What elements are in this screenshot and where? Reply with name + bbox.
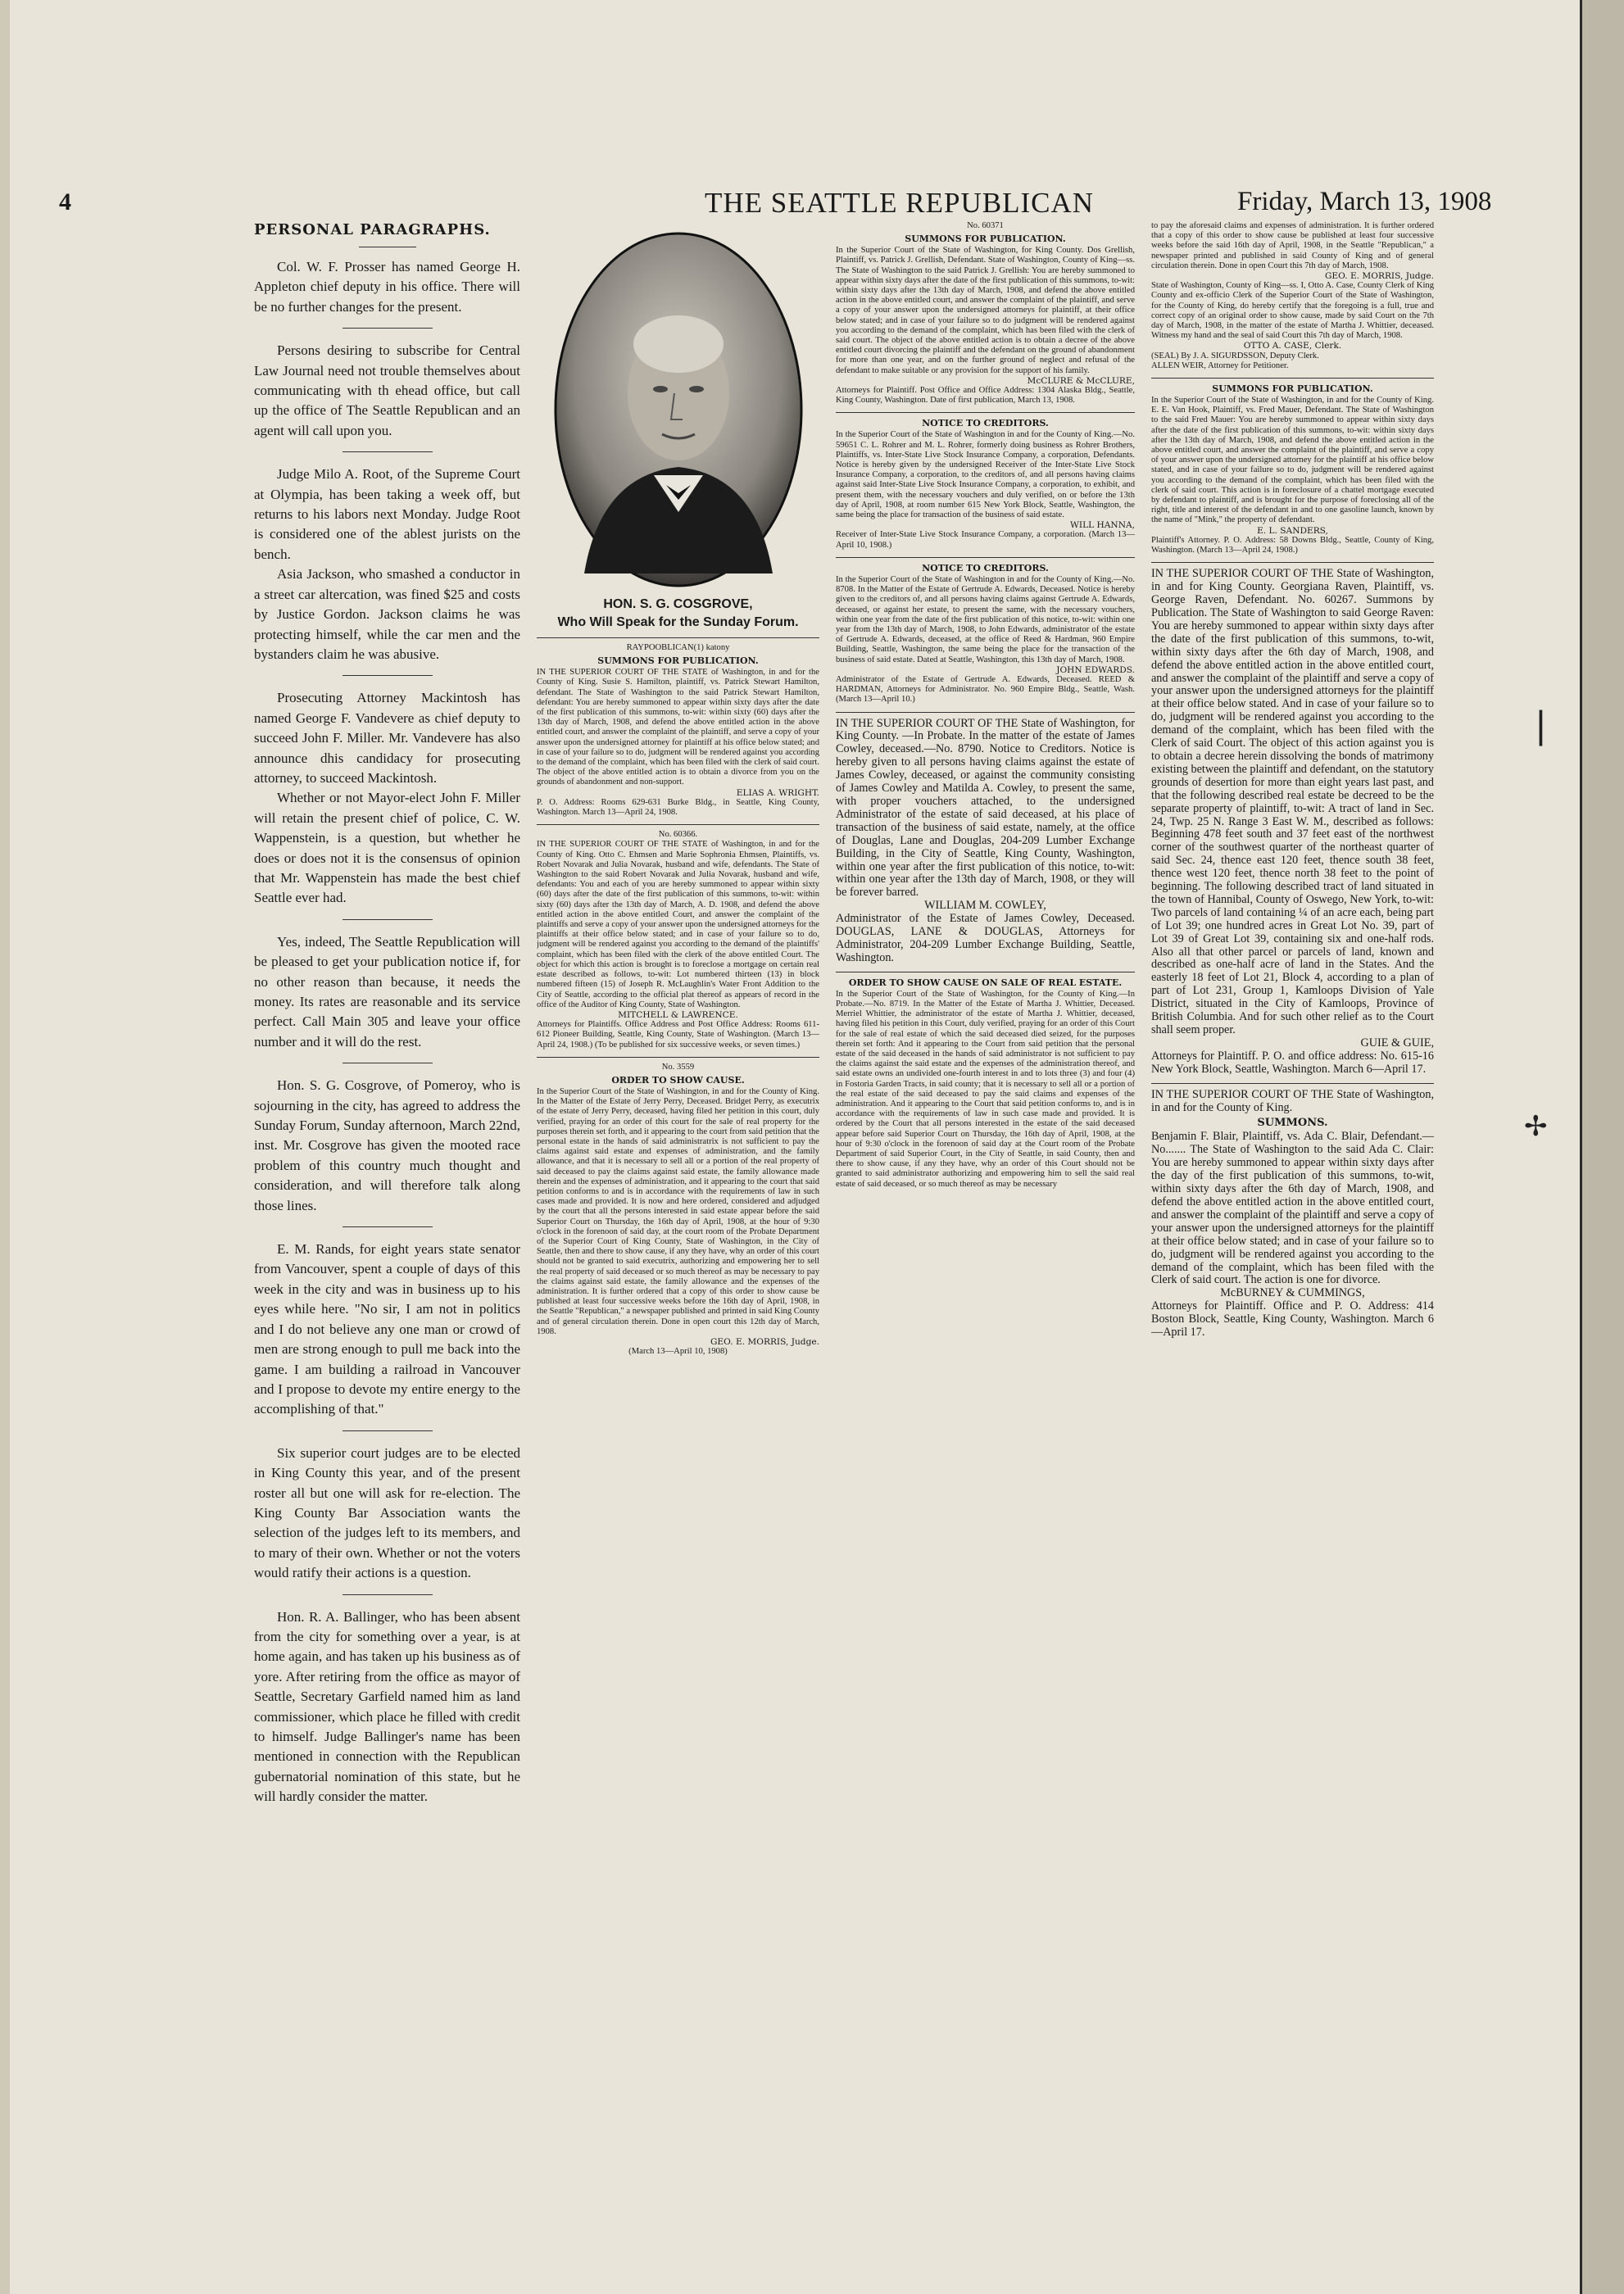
- notice-signature: E. L. SANDERS,: [1257, 525, 1328, 536]
- notice-ref: RAYPOOBLICAN(1) katony: [626, 643, 730, 652]
- divider: [342, 451, 433, 452]
- notice-clerk: OTTO A. CASE, Clerk.: [1243, 341, 1342, 351]
- notice-body: IN THE SUPERIOR COURT OF THE State of Washington, for King County. —In Probate. In the matter of the estate of James Cowley, deceased.—No. 8790. Notice to Creditors. Notice is hereby given to all persons having claims against the estate of James Cowley, deceased, or against the community consisting of James Cowley and Matilda A. Cowley, to present the same, with proper vouchers attached, to the undersigned Administrator of the estate of said deceased, at his place of transaction of the business of said estate, namely, at the office of Douglas, Lane and Douglas, 204-209 Lumber Exchange Building, in the City of Seattle, King County, Washington, within one year after the first publication of this notice, to-wit: within one year after the 13th day of March, 1908, or they will be forever barred.: [836, 716, 1135, 900]
- notice-body: IN THE SUPERIOR COURT OF THE STATE of Washington, in and for the County of King. Susie S. Hamilton, plaintiff, vs. Patrick Stewart Hamilton, defendant. The State of Washington to the said Patrick Stewart Hamilton, defendant: You are hereby summoned to appear within sixty days after the date of the first publication of this summons, to-wit: within sixty (60) days after the 13th day of March, 1908, and defend the above entitled action in the above entitled court, and answer the complaint of the plaintiff, and serve a copy of your answer upon the undersigned attorney for plaintiff at his office below stated; and in case of your failure so to do, judgment will be rendered against you according to the demand of the complaint, which has been filed with the clerk of said court. The object of the above entitled action is to obtain a divorce from you on the grounds of abandonment and non-support.: [537, 668, 819, 787]
- divider: [1151, 562, 1434, 563]
- notice-body: In the Superior Court of the State of Washington, for the County of King.—In Probate.—No. 8719. In the Matter of the Estate of Martha J. Whittier, Deceased. Merriel Whittier, the administrator of the estate of Martha J. Whittier, deceased, having filed his petition in this Court, duly verified, praying for an order of this Court for the sale of real estate of which the said deceased died seized, for the purposes therein set forth: And it appearing to the Court from said petition that the personal estate of the said deceased in the hands of said administrator is not sufficient to pay the claims against the said estate and the expenses of the administration thereof, and said estate owns an undivided one-fourth interest in and to lots three (3) and four (4) in Fostoria Garden Tracts, in said county; that it is necessary to sell all or a portion of the real estate of the said deceased to pay the said claims and expenses of the administration. And it appearing to the Court that said petition conforms to, and is in accordance with the requirements of law in such case made and provided. It is ordered by the Court that all persons interested in the estate of the said deceased appear before said Superior Court on Thursday, the 16th day of April, 1908, at the hour of 9:30 o'clock in the forenoon of said day at the Court room of the Probate Department of said Superior Court, in the City of Seattle, in said County, then and there to show cause, if any they have, why an order of this Court should not be granted to said administrator authorizing and empowering him to sell the said real estate of said deceased, or so much thereof as may be necessary: [836, 989, 1135, 1189]
- divider: [342, 675, 433, 676]
- notice-heading: SUMMONS FOR PUBLICATION.: [597, 655, 759, 667]
- divider: [342, 1594, 433, 1595]
- paragraph: Hon. R. A. Ballinger, who has been absent from the city for something over a year, is at home again, and has taken up his business as of yore. After retiring from the office as mayor of Seattle, Secretary Garfield named him as land commissioner, which place he filled with credit to himself. Judge Ballinger's name has been mentioned in connection with the Republican gubernatorial nomination of this state, but he will hardly consider the matter.: [254, 1608, 520, 1805]
- notice-seal: (SEAL) By J. A. SIGURDSSON, Deputy Clerk.: [1151, 351, 1319, 360]
- notice-body: IN THE SUPERIOR COURT OF THE STATE of Washington, in and for the County of King. Otto C. Ehmsen and Marie Sophronia Ehmsen, Plaintiffs, vs. Robert Novarak and Julia Novarak, husband and wife, defendants. The State of Washington to the said Robert Novarak and Julia Novarak, husband and wife, defendants: You and each of you are hereby summoned to appear within sixty (60) days after the date of the first publication of this summons, to-wit: within sixty (60) days after the 13th day of March, A. D. 1908, and defend the above entitled action in the above entitled Court, and answer the complaint of the plaintiffs and serve a copy of your answer upon the undersigned attorneys for the plaintiffs at their office below stated; and in case of your failure so to do, judgment will be rendered against you according to the demand of the plaintiffs' complaint, which has been filed with the clerk of the above entitled Court. The object for which this action is brought is to foreclose a mortgage on certain real estate described as follows, to-wit: Lot numbered thirteen (13) in block numbered fifteen (15) of Joseph R. McLaughlin's Water Front Addition to the City of Seattle, according to the official plat thereof as appears of record in the office of the Auditor of King County, State of Washington.: [537, 840, 819, 1009]
- notice-body: Benjamin F. Blair, Plaintiff, vs. Ada C. Blair, Defendant.—No....... The State of Washington to the said Ada C. Clair: You are hereby summoned to appear within sixty days after the day of the first publication of this summons, to-wit, within sixty days after the 6th day of March, 1908, and defend the above entitled action in the above entitled court, and answer the complaint of the plaintiff and serve a copy of your answer upon the undersigned attorneys for the plaintiff at their office below stated; and in case of your failure so to do, judgment will be rendered against you according to the demand of the complaint, which has been filed with the Clerk of said court. The action is one for divorce.: [1151, 1130, 1434, 1287]
- notice-heading: NOTICE TO CREDITORS.: [922, 562, 1049, 574]
- margin-ink-mark: ❘: [1526, 705, 1556, 746]
- notice-body: In the Superior Court of the State of Washington, in and for the County of King. In the Matter of the Estate of Jerry Perry, Deceased. Bridget Perry, as executrix of the estate of Jerry Perry, deceased, having filed her petition in this court, duly verified, praying for an order of this court for the sale of real property for the purposes therein set forth, and it appearing to the court from said petition that the personal estate in the hands of said administratrix is not sufficient to pay the claims against said estate and expenses of administration, and the family allowance, and that it is necessary to sell all or a portion of the real property of said deceased to pay the claims against said estate, the family allowance made therein and the expenses of administration, and it appearing to the court that said petition conforms to and is in accordance with the requirements of law in such cases made and provided. It is now and here ordered, considered and adjudged by the court that all the persons interested in said estate appear before the said Superior Court on Thursday, the 16th day of April, 1908, at the hour of 9:30 o'clock in the forenoon of said day, at the court room of the Probate Department of the Superior Court of King County, State of Washington, in the City of Seattle, then and there to show cause, if any they have, why an order of this court should not be granted to said executrix, authorizing and empowering her to sell the real property of said deceased or so much thereof as may be necessary to pay the claims against said estate, the family allowance and the expenses of the administration. It is further ordered that a copy of this order to show cause be published at least four successive weeks before the 16th day of April, 1908, in the Seattle "Republican," a newspaper published and printed in said King County and of general circulation therein. Done in open court this 12th day of March, 1908.: [537, 1086, 819, 1336]
- notice-body: In the Superior Court of the State of Washington in and for the County of King.—No. 59651 C. L. Rohrer and M. L. Rohrer, formerly doing business as Rohrer Brothers, Plaintiffs, vs. Inter-State Live Stock Insurance Company, a corporation, Defendants. Notice is hereby given by the undersigned Receiver of the Inter-State Live Stock Insurance Company, a corporation, to the creditors of, and all persons having claims against said Inter-State Live Stock Insurance Company, a corporation, to exhibit, and present them, with the necessary vouchers and duly verified, on or before the 13th day of April, 1908, at room number 615 New York Block, Seattle, Washington, the same being the place for transaction of the business of said estate.: [836, 430, 1135, 520]
- cosgrove-portrait: [551, 229, 805, 590]
- notice-address: Attorneys for Plaintiff. Post Office and Office Address: 1304 Alaska Bldg., Seattle, King County, Washington. Date of first publication, March 13, 1908.: [836, 386, 1135, 406]
- notice-body: In the Superior Court of the State of Washington in and for the County of King.—No. 8708. In the Matter of the Estate of Gertrude A. Edwards, Deceased. Notice is hereby given to the creditors of, and all persons having claims against Gertrude A. Edwards, deceased, or against her estate, to present the same, with the necessary vouchers, within one year from the date of the first publication of this notice, to-wit: within one year from the 13th day of March, 1908, to John Edwards, administrator of the estate of Gertrude A. Edwards, deceased, at the office of Reed & Hardman, 960 Empire Building, Seattle, Washington, the same being the place for the transaction of the business of said estate. Dated at Seattle, Washington, this 13th day of March, 1908.: [836, 574, 1135, 664]
- page-number: 4: [59, 188, 71, 215]
- masthead: THE SEATTLE REPUBLICAN: [705, 187, 1095, 219]
- divider: [1151, 1083, 1434, 1084]
- notice-signature: ELIAS A. WRIGHT.: [736, 787, 819, 798]
- divider: [836, 712, 1135, 713]
- notice-address: Attorneys for Plaintiff. P. O. and office address: No. 615-16 New York Block, Seattle, Washington. March 6—April 17.: [1151, 1049, 1434, 1076]
- notice-ref: No. 3559: [661, 1062, 695, 1072]
- notice-address: P. O. Address: Rooms 629-631 Burke Bldg., in Seattle, King County, Washington. March 13—April 24, 1908.: [537, 797, 819, 818]
- notice-address: Administrator of the Estate of Gertrude A. Edwards, Deceased. REED & HARDMAN, Attorneys for Administrator. No. 960 Empire Bldg., Seattle, Wash. (March 13—April 10.): [836, 674, 1135, 705]
- page-gutter: [1580, 0, 1624, 2294]
- notice-heading: SUMMONS FOR PUBLICATION.: [1212, 383, 1373, 395]
- column-portrait-and-notices: [537, 221, 819, 2245]
- notice-heading: ORDER TO SHOW CAUSE.: [611, 1074, 745, 1086]
- divider: [836, 557, 1135, 558]
- divider: [342, 1226, 433, 1227]
- notice-address: Administrator of the Estate of James Cowley, Deceased. DOUGLAS, LANE & DOUGLAS, Attorneys for Administrator, 204-209 Lumber Exchange Building, Seattle, Washington.: [836, 912, 1135, 964]
- portrait-caption: HON. S. G. COSGROVE,: [603, 597, 753, 611]
- portrait-caption-sub: Who Will Speak for the Sunday Forum.: [557, 615, 799, 629]
- notice-signature: McCLURE & McCLURE,: [1027, 375, 1135, 386]
- notice-ref: No. 60366.: [658, 830, 698, 840]
- notice-certificate: State of Washington, County of King—ss. I, Otto A. Case, County Clerk of King County and ex-officio Clerk of the Superior Court of the State of Washington, for the County of King, do hereby certify that the foregoing is a full, true and correct copy of an original order to show cause, made by said Court on the 7th day of March, 1908, in the matter of the estate of Martha J. Whittier, deceased. Witness my hand and the seal of said Court this 7th day of March, 1908.: [1151, 281, 1434, 341]
- notice-body: In the Superior Court of the State of Washington, for King County. Dos Grellish, Plaintiff, vs. Patrick J. Grellish, Defendant. State of Washington, County of King—ss. The State of Washington to the said Patrick J. Grellish: You are hereby summoned to appear within sixty days after the date of the first publication of this summons, to-wit: within sixty days after the 13th day of March, 1908, and defend the above entitled action in the above entitled court, and answer the complaint of the plaintiff, and serve a copy of your answer upon the undersigned attorneys for plaintiff, at their office below stated; and in case of your failure so to do judgment will be rendered against you according to the demand of the complaint, which has been filed with the clerk of said court. The object of the above entitled action is to obtain a decree of the above entitled court divorcing the plaintiff and the defendant on the ground of abandonment for more than one year, and on the further ground of neglect and refusal of the defendant to make suitable or any provision for the support of his family.: [836, 246, 1135, 375]
- divider: [342, 328, 433, 329]
- paragraph: Persons desiring to subscribe for Central Law Journal need not trouble themselves about communicating with th ehead office, but call up the office of The Seattle Republican and an agent will call upon you.: [254, 342, 520, 438]
- divider: [342, 1430, 433, 1431]
- notice-body: IN THE SUPERIOR COURT OF THE State of Washington, in and for the County of King.: [1151, 1087, 1434, 1114]
- paragraph: Judge Milo A. Root, of the Supreme Court at Olympia, has been taking a week off, but returns to his labors next Monday. Judge Root is considered one of the ablest jurists on the bench.: [254, 466, 520, 562]
- notice-heading: SUMMONS FOR PUBLICATION.: [905, 233, 1066, 245]
- notice-body: to pay the aforesaid claims and expenses of administration. It is further ordered that a copy of this order to show cause be published at least four successive weeks before the said 16th day of April, 1908, in the Seattle "Republican," a newspaper printed and published in said County of King and of general circulation therein. Done in open Court this 7th day of March, 1908.: [1151, 221, 1434, 270]
- notice-address: Attorneys for Plaintiffs. Office Address and Post Office Address: Rooms 611-612 Pioneer Building, Seattle, King County, State of Washington. (March 13—April 24, 1908.) (To be published for six successive weeks, or seven times.): [537, 1020, 819, 1050]
- notice-heading: ORDER TO SHOW CAUSE ON SALE OF REAL ESTATE.: [848, 977, 1123, 988]
- divider: [836, 412, 1135, 413]
- notice-signature: GEO. E. MORRIS, Judge.: [1324, 271, 1434, 282]
- notice-body: IN THE SUPERIOR COURT OF THE State of Washington, in and for King County. Georgiana Raven, Plaintiff, vs. George Raven, Defendant. No. 60267. Summons by Publication. The State of Washington to said George Raven: You are hereby summoned to appear within sixty days after the date of the first publication of this summons, to-wit, within sixty days after the 6th day of March, 1908, and defend the above entitled action in the above entitled court, and answer the complaint of the plaintiff and serve a copy of your answer upon the undersigned attorneys for the plaintiff at their office below stated. And in case of your failure so to do, judgment will be rendered against you according to the demand of the complaint, which has been filed with the Clerk of said Court. The object of this action against you is to obtain a decree herein dissolving the bonds of matrimony existing between the plaintiff and defendant, on the statutory grounds of desertion for more than eight years last past, and that the following described real estate be decreed to be the separate property of plaintiff, to-wit: A tract of land in Sec. 24, Twp. 25 N. Range 3 East W. M., described as follows: Beginning 478 feet south and 37 feet east of the northwest corner of the southwest quarter of the northeast quarter of said Sec. 24, thence east 120 feet, thence south 38 feet, thence west 120 feet, thence north 38 feet to the point of beginning. The following described tract of land situated in the town of Hannibal, County of Oswego, New York, to-wit: Two parcels of land containing ¼ of an acre each, being part of Lot 39; one hundred acres in Great Lot No. 39, part of Lot 39 of Great Lot 39, containing six and one-half rods. Also all that other parcel or parcels of land, known and described as one-half acre of land in the States. And the easterly 18 feet of Lot 21, Block 4, according to a plan of part of Lot 231, Group 1, Kamloops Division of Yale District, situated in the City of Kamloops, Province of British Columbia. And for such other relief as to the Court shall seem proper.: [1151, 567, 1434, 1037]
- notice-body: In the Superior Court of the State of Washington, in and for the County of King. E. E. Van Hook, Plaintiff, vs. Fred Mauer, Defendant. The State of Washington to the said Fred Mauer: You are hereby summoned to appear within sixty days after the date of the first publication of this summons, to-wit: within sixty days after the 13th day of March, 1908, and defend the above entitled action in the above entitled court, and answer the complaint of the plaintiff, and serve a copy of your answer upon the undersigned attorney for the plaintiff at his office below stated, and in case of your failure so to do, judgment will be rendered against you according to the demand of the complaint, which has been filed with the clerk of said court. This action is in foreclosure of a chattel mortgage executed by defendant to plaintiff, and is brought for the purpose of foreclosing all of the right, title and interest of the defendant in and to one gasoline launch, known by the name of "Mink," the property of defendant.: [1151, 396, 1434, 525]
- page-left-edge: [0, 0, 10, 2294]
- paragraph: Six superior court judges are to be elected in King County this year, and of the present roster all but one will ask for re-election. The King County Bar Association wants the selection of the judges left to its members, and to mary of their own. Whether or not the voters would ratify their actions is a question.: [254, 1444, 520, 1581]
- notice-address: Plaintiff's Attorney. P. O. Address: 58 Downs Bldg., Seattle, County of King, Washington. (March 13—April 24, 1908.): [1151, 535, 1434, 555]
- divider: [1151, 378, 1434, 379]
- notice-signature: WILL HANNA,: [1070, 520, 1135, 531]
- dateline: Friday, March 13, 1908: [1237, 187, 1492, 216]
- notice-ref: No. 60371: [967, 221, 1004, 230]
- paragraph: Yes, indeed, The Seattle Republication will be pleased to get your publication notice if, for no other reason than because, it needs the money. Its rates are reasonable and its service perfect. Call Main 305 and leave your office number and it will do the rest.: [254, 933, 520, 1050]
- paragraph: Asia Jackson, who smashed a conductor in a street car altercation, was fined $25 and costs by Justice Gordon. Jackson claims he was protecting himself, while the car men and the bystanders claim he was abusive.: [254, 566, 520, 662]
- column-legal-notices-a: [836, 221, 1135, 2245]
- notice-heading: NOTICE TO CREDITORS.: [922, 418, 1049, 429]
- paragraph: Col. W. F. Prosser has named George H. Appleton chief deputy in his office. There will be no further changes for the present.: [254, 259, 520, 315]
- paragraph: E. M. Rands, for eight years state senator from Vancouver, spent a couple of days of this week in the city and was in business up to his eyes while here. "No sir, I am not in politics and I do not believe any one man or crowd of men are strong enough to pull me back into the game. I am building a railroad in Vancouver and I propose to devote my entire energy to the accomplishing of that.": [254, 1241, 520, 1417]
- notice-heading: SUMMONS.: [1257, 1117, 1328, 1130]
- notice-signature: GEO. E. MORRIS, Judge.: [710, 1337, 819, 1347]
- notice-address: Attorneys for Plaintiff. Office and P. O. Address: 414 Boston Block, Seattle, King County, Washington. March 6—April 17.: [1151, 1299, 1434, 1340]
- notice-date: (March 13—April 10, 1908): [628, 1347, 728, 1357]
- notice-attorney: ALLEN WEIR, Attorney for Petitioner.: [1151, 360, 1289, 370]
- column-personal-paragraphs: [254, 221, 520, 2245]
- paragraph: Whether or not Mayor-elect John F. Miller will retain the present chief of police, C. W. Wappenstein, is a question, but whether he does or does not it is the consensus of opinion that Mr. Wappenstein has made the best chief Seattle ever had.: [254, 790, 520, 906]
- margin-ink-mark: ✢: [1524, 1110, 1548, 1143]
- divider: [537, 637, 819, 638]
- divider: [342, 919, 433, 920]
- notice-address: Receiver of Inter-State Live Stock Insurance Company, a corporation. (March 13—April 10, 1908.): [836, 530, 1135, 550]
- notice-signature: GUIE & GUIE,: [1360, 1036, 1434, 1050]
- paragraph: Hon. S. G. Cosgrove, of Pomeroy, who is sojourning in the city, has agreed to address the Sunday Forum, Sunday afternoon, March 22nd, inst. Mr. Cosgrove has given the mooted race problem of this country much thought and consideration, and will therefore talk along those lines.: [254, 1077, 520, 1213]
- paragraph: Prosecuting Attorney Mackintosh has named George F. Vandevere as chief deputy to succeed John F. Miller. Mr. Vandevere has also announce dhis candidacy for prosecuting attorney, to succeed Mackintosh.: [254, 690, 520, 786]
- notice-signature: WILLIAM M. COWLEY,: [924, 899, 1046, 913]
- notice-signature: JOHN EDWARDS.: [1056, 664, 1135, 675]
- divider: [537, 824, 819, 825]
- column-legal-notices-b: [1151, 221, 1434, 2245]
- divider: [537, 1057, 819, 1058]
- notice-signature: MITCHELL & LAWRENCE.: [618, 1009, 738, 1020]
- notice-signature: McBURNEY & CUMMINGS,: [1220, 1286, 1365, 1300]
- column-title: PERSONAL PARAGRAPHS.: [254, 221, 491, 238]
